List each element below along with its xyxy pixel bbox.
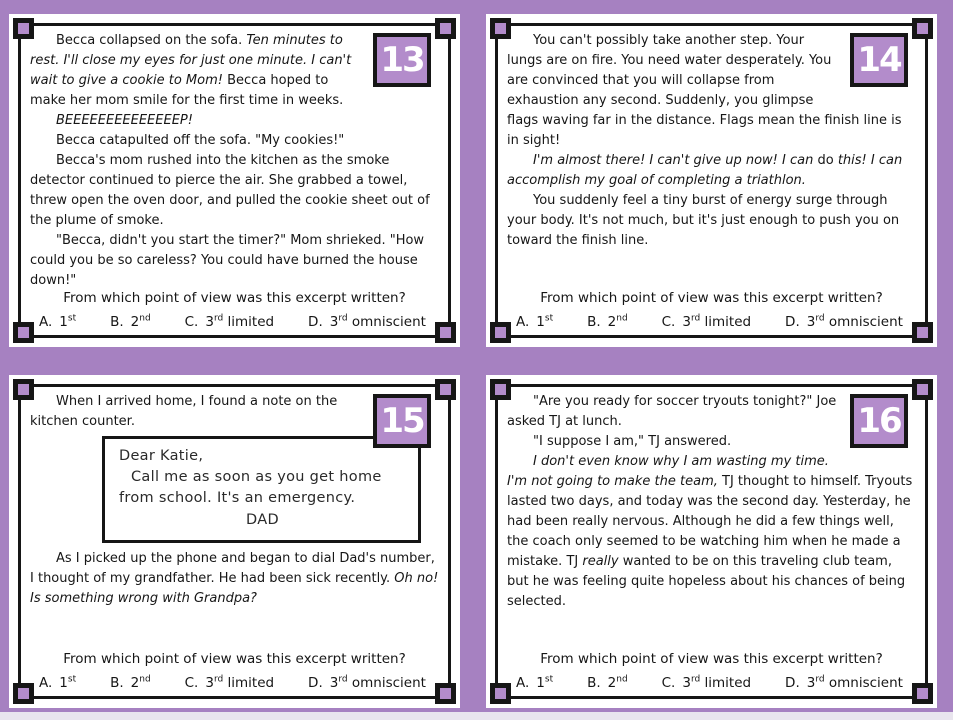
passage-paragraph: "Are you ready for soccer tryouts tonight?" Joe asked TJ at lunch. — [507, 394, 837, 429]
corner-square-icon — [435, 683, 456, 704]
answer-option-c: C. 3rd limited — [184, 313, 275, 330]
card-number-badge — [850, 394, 908, 448]
answer-option-b: B. 2nd — [110, 313, 151, 330]
answer-row — [39, 675, 426, 691]
card-number: 16 — [857, 401, 901, 441]
card-number-badge — [373, 394, 431, 448]
answer-option-b: B. 2nd — [110, 674, 151, 691]
passage-paragraph: You can't possibly take another step. Your lungs are on fire. You need water desperately. You are convinced that you will collapse from exhaustion any second. Suddenly, you glimpse flags waving far in the distance. Flags mean the finish line is in sight! — [507, 33, 902, 148]
answer-option-d: D. 3rd omniscient — [308, 313, 426, 330]
answer-option-b: B. 2nd — [587, 313, 628, 330]
answer-option-a: A. 1st — [516, 313, 554, 330]
card-question: From which point of view was this excerpt written? — [63, 290, 406, 306]
answer-option-c: C. 3rd limited — [661, 313, 752, 330]
note-salutation: Dear Katie, — [119, 448, 204, 464]
corner-square-icon — [912, 322, 933, 343]
card-content — [507, 31, 916, 287]
answer-option-d: D. 3rd omniscient — [308, 674, 426, 691]
passage-paragraph: Becca collapsed on the sofa. Ten minutes to rest. I'll close my eyes for just one minute. I can't wait to give a cookie to Mom! Becca hoped to make her mom smile for the first time in weeks. — [30, 33, 352, 108]
card-content — [30, 392, 439, 648]
answer-option-b: B. 2nd — [587, 674, 628, 691]
passage-paragraph: I don't even know why I am wasting my time. I'm not going to make the team, TJ thought to himself. Tryouts lasted two days, and today was the second day. Yesterday, he had been really nervous. Although he did a few things well, the coach only seemed to be watching him when he made a mistake. TJ really wanted to be on this traveling club team, but he was feeling quite hopeless about his chances of being selected. — [507, 454, 913, 609]
corner-square-icon — [912, 683, 933, 704]
note-body: Call me as soon as you get home from school. It's an emergency. — [119, 469, 382, 506]
passage-paragraph: As I picked up the phone and began to dial Dad's number, I thought of my grandfather. He had been sick recently. Oh no! Is something wrong with Grandpa? — [30, 551, 439, 606]
answer-row — [516, 314, 903, 330]
corner-square-icon — [490, 322, 511, 343]
task-card — [486, 375, 937, 708]
task-card — [9, 14, 460, 347]
passage-paragraph: I'm almost there! I can't give up now! I can do this! I can accomplish my goal of completing a triathlon. — [507, 153, 903, 188]
answer-row — [39, 314, 426, 330]
corner-square-icon — [13, 322, 34, 343]
bottom-strip — [0, 712, 953, 720]
answer-option-a: A. 1st — [516, 674, 554, 691]
passage-paragraph: "Becca, didn't you start the timer?" Mom shrieked. "How could you be so careless? You could have burned the house down!" — [30, 233, 425, 287]
passage-paragraph: Becca catapulted off the sofa. "My cookies!" — [56, 133, 345, 148]
passage-paragraph: "I suppose I am," TJ answered. — [533, 434, 732, 449]
answer-option-d: D. 3rd omniscient — [785, 674, 903, 691]
card-content — [507, 392, 916, 648]
corner-square-icon — [490, 683, 511, 704]
passage-paragraph: When I arrived home, I found a note on the kitchen counter. — [30, 394, 338, 429]
card-number-badge — [850, 33, 908, 87]
note-box — [102, 436, 421, 543]
corner-square-icon — [435, 322, 456, 343]
card-number: 14 — [857, 40, 901, 80]
card-question: From which point of view was this excerpt written? — [540, 290, 883, 306]
card-number: 13 — [380, 40, 424, 80]
task-card — [9, 375, 460, 708]
passage-paragraph: BEEEEEEEEEEEEEEP! — [56, 113, 193, 128]
passage-paragraph: Becca's mom rushed into the kitchen as the smoke detector continued to pierce the air. She grabbed a towel, threw open the oven door, and pulled the cookie sheet out of the plume of smoke. — [30, 153, 430, 228]
card-content — [30, 31, 439, 287]
corner-square-icon — [13, 683, 34, 704]
answer-option-a: A. 1st — [39, 313, 77, 330]
task-card — [486, 14, 937, 347]
card-number: 15 — [380, 401, 424, 441]
passage-paragraph: You suddenly feel a tiny burst of energy surge through your body. It's not much, but it's just enough to push you on toward the finish line. — [507, 193, 900, 248]
answer-row — [516, 675, 903, 691]
note-signature: DAD — [246, 512, 279, 528]
answer-option-c: C. 3rd limited — [184, 674, 275, 691]
answer-option-d: D. 3rd omniscient — [785, 313, 903, 330]
answer-option-a: A. 1st — [39, 674, 77, 691]
card-number-badge — [373, 33, 431, 87]
card-question: From which point of view was this excerpt written? — [63, 651, 406, 667]
answer-option-c: C. 3rd limited — [661, 674, 752, 691]
card-question: From which point of view was this excerpt written? — [540, 651, 883, 667]
